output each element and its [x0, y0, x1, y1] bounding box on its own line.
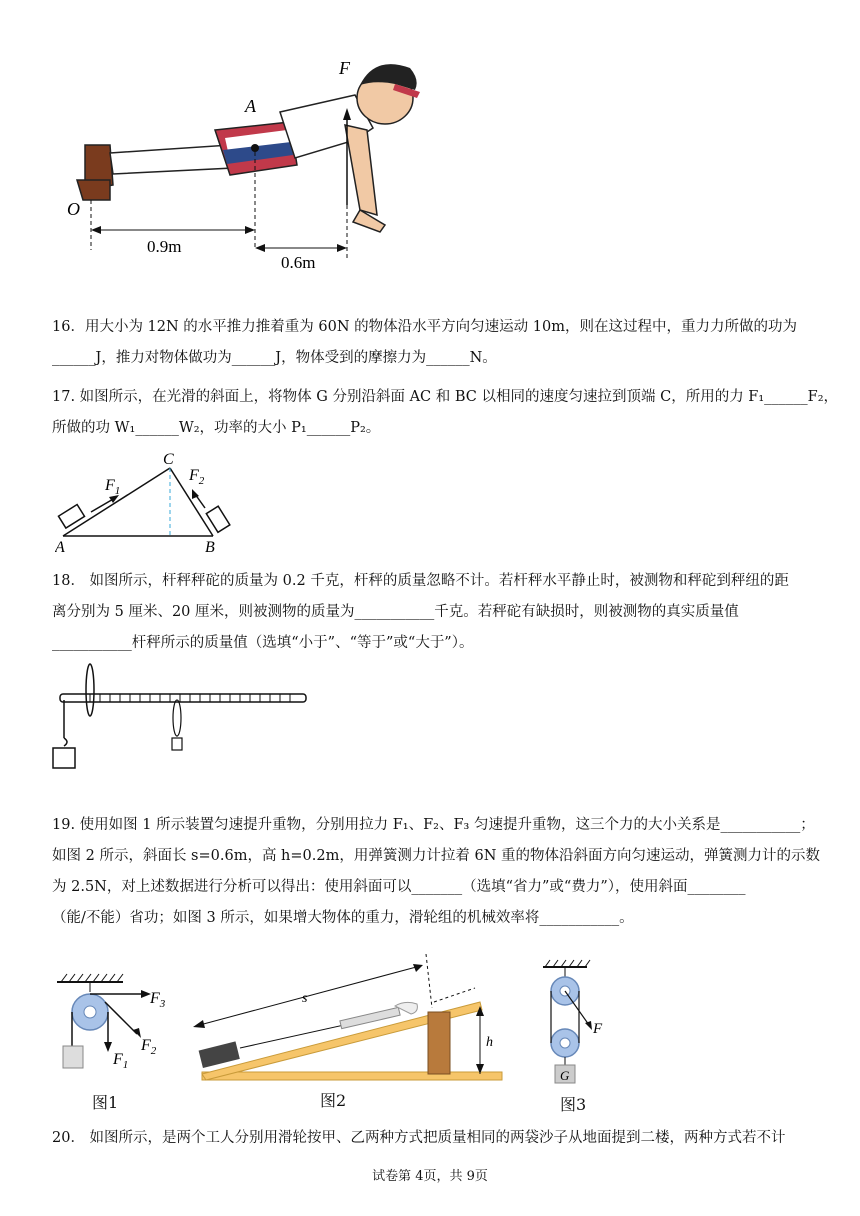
q19-line3: 为 2.5N，对上述数据进行分析可以得出：使用斜面可以_______（选填“省力”或“费力”），使用斜面________ — [52, 879, 746, 895]
label-F1: $F_1$ — [105, 477, 121, 497]
dim-left-label: 0.9m — [147, 237, 182, 256]
label-F3: $F_3$ — [150, 990, 166, 1010]
incline-triangle-figure — [55, 450, 245, 555]
page-footer: 试卷第 4页，共 9页 — [372, 1169, 488, 1184]
q17-line2: 所做的功 W₁______W₂，功率的大小 P₁______P₂。 — [52, 420, 381, 436]
q19-line2: 如图 2 所示，斜面长 s=0.6m，高 h=0.2m，用弹簧测力计拉着 6N 重的物体沿斜面方向匀速运动，弹簧测力计的示数 — [52, 848, 820, 864]
label-F2: $F_2$ — [141, 1037, 157, 1057]
q17-line1: 17. 如图所示，在光滑的斜面上，将物体 G 分别沿斜面 AC 和 BC 以相同的速度匀速拉到顶端 C，所用的力 F₁______F₂， — [52, 389, 839, 405]
question-18 — [52, 566, 820, 659]
question-17 — [52, 382, 839, 444]
label-F1: $F_1$ — [113, 1051, 129, 1071]
q16-line2: ______J，推力对物体做功为______J，物体受到的摩擦力为______N。 — [52, 350, 497, 366]
figure-1-fixed-pulley — [55, 968, 175, 1078]
question-16 — [52, 312, 820, 374]
figure-3-pulley-block — [535, 955, 625, 1090]
q19-line4: （能/不能）省功；如图 3 所示，如果增大物体的重力，滑轮组的机械效率将___________。 — [52, 910, 634, 926]
label-G: G — [560, 1068, 570, 1083]
dim-right-label: 0.6m — [281, 253, 316, 272]
q18-line3: ___________杆秤所示的质量值（选填“小于”、“等于”或“大于”）。 — [52, 635, 474, 651]
q18-line1: 18． 如图所示，杆秤秤砣的质量为 0.2 千克，杆秤的质量忽略不计。若杆秤水平静止时，被测物和秤砣到秤纽的距 — [52, 573, 789, 589]
q16-line1: 16．用大小为 12N 的水平推力推着重为 60N 的物体沿水平方向匀速运动 10m，则在这过程中，重力力所做的功为 — [52, 319, 797, 335]
label-A: A — [245, 96, 256, 116]
label-s: s — [302, 991, 308, 1006]
label-C: C — [163, 451, 174, 468]
pushup-figure — [55, 50, 425, 280]
figure-2-incline — [190, 950, 510, 1085]
label-F: F — [339, 58, 350, 78]
q19-line1: 19. 使用如图 1 所示装置匀速提升重物，分别用拉力 F₁、F₂、F₃ 匀速提升重物，这三个力的大小关系是___________； — [52, 817, 815, 833]
figure-3-caption: 图3 — [560, 1095, 587, 1114]
label-O: O — [67, 199, 80, 219]
label-F: F — [593, 1021, 603, 1037]
q20-line1: 20． 如图所示，是两个工人分别用滑轮按甲、乙两种方式把质量相同的两袋沙子从地面提到二楼，两种方式若不计 — [52, 1130, 786, 1146]
question-19 — [52, 810, 820, 934]
q18-line2: 离分别为 5 厘米、20 厘米，则被测物的质量为___________千克。若秤砣有缺损时，则被测物的真实质量值 — [52, 604, 739, 620]
figure-2-caption: 图2 — [320, 1091, 347, 1110]
label-A: A — [55, 539, 65, 555]
label-F2: $F_2$ — [189, 467, 205, 487]
question-20 — [52, 1123, 820, 1154]
label-h: h — [486, 1035, 493, 1050]
figure-1-caption: 图1 — [92, 1093, 119, 1112]
steelyard-figure — [50, 660, 315, 775]
label-B: B — [205, 539, 215, 555]
